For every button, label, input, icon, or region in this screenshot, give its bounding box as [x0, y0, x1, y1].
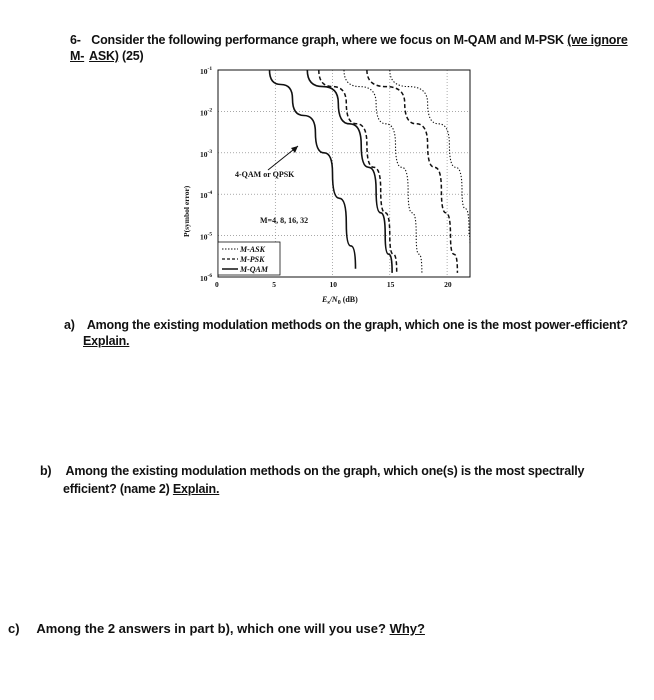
- x-tick-label: 20: [444, 280, 452, 289]
- part-b-explain: Explain.: [172, 482, 220, 496]
- legend-ask-label: M-ASK: [240, 245, 265, 254]
- part-a-label: a): [64, 318, 75, 332]
- x-tick-label: 0: [215, 280, 219, 289]
- series-line-3: [344, 70, 422, 273]
- x-tick-label: 10: [329, 280, 338, 289]
- part-c: [8, 621, 425, 636]
- series-line-5: [390, 70, 470, 244]
- x-axis-label-main: E: [322, 295, 328, 304]
- part-c-why: Why?: [389, 621, 425, 636]
- m-annotation: M=4, 8, 16, 32: [260, 216, 309, 225]
- performance-chart: [180, 62, 480, 307]
- series-line-4: [367, 70, 458, 273]
- y-tick-label: [200, 107, 212, 117]
- question-header: [70, 32, 630, 64]
- series-line-1: [307, 70, 392, 273]
- y-axis-label: P(symbol error): [182, 185, 191, 237]
- part-b-text: Among the existing modulation methods on the graph, which one(s) is the most spectrally: [65, 464, 585, 478]
- part-c-label: c): [8, 621, 20, 636]
- y-tick-exp: -3: [207, 148, 213, 155]
- y-tick-base: 10: [200, 191, 208, 201]
- y-tick-exp: -1: [207, 66, 213, 72]
- y-tick-base: 10: [200, 108, 208, 118]
- legend-psk-label: M-PSK: [240, 255, 265, 264]
- y-tick-exp: -5: [207, 231, 213, 238]
- part-b-label: b): [40, 464, 52, 478]
- ignore-note-link-cont: ASK): [89, 49, 119, 63]
- x-axis-label-mid: /N: [329, 295, 338, 304]
- y-tick-labels: [200, 66, 212, 283]
- question-header-line2: [89, 48, 143, 64]
- x-tick-label: 5: [272, 280, 277, 289]
- legend-qam-label: M-QAM: [240, 265, 269, 274]
- qpsk-arrow-head: [291, 146, 298, 153]
- y-tick-base: 10: [200, 232, 208, 242]
- x-axis-label-sub1: s: [327, 300, 330, 306]
- y-tick-exp: -2: [207, 107, 213, 114]
- part-a: [64, 317, 644, 333]
- qpsk-annotation: 4-QAM or QPSK: [235, 170, 295, 179]
- y-tick-base: 10: [200, 149, 208, 159]
- x-tick-labels: [215, 280, 452, 289]
- part-b: [40, 463, 640, 479]
- y-tick-base: 10: [200, 67, 208, 76]
- x-axis-label: [321, 295, 358, 306]
- x-axis-label-sub2: 0: [337, 300, 341, 306]
- part-b-text-cont: efficient? (name 2): [63, 482, 170, 496]
- chart-legend: [218, 242, 280, 275]
- question-number: 6-: [70, 33, 81, 47]
- y-tick-base: 10: [200, 274, 208, 283]
- part-a-text: Among the existing modulation methods on the graph, which one is the most power-efficient?: [86, 318, 628, 332]
- part-c-text: Among the 2 answers in part b), which one will you use?: [36, 621, 386, 636]
- y-tick-label: [200, 190, 212, 200]
- chart-curves: [270, 70, 471, 273]
- y-tick-label: [200, 232, 212, 242]
- x-axis-label-unit: (dB): [342, 295, 358, 304]
- part-b-line2: [63, 481, 219, 497]
- y-tick-exp: -6: [207, 273, 213, 279]
- y-tick-label: [200, 273, 212, 283]
- question-points: (25): [122, 49, 144, 63]
- y-tick-label: [200, 66, 212, 76]
- y-tick-exp: -4: [207, 190, 213, 197]
- ignore-note-link: (we ignore M-: [70, 33, 628, 63]
- part-a-explain: Explain.: [83, 334, 130, 348]
- x-tick-label: 15: [386, 280, 395, 289]
- question-text: Consider the following performance graph, where we focus on M-QAM and M-PSK: [91, 33, 564, 47]
- y-tick-label: [200, 149, 212, 159]
